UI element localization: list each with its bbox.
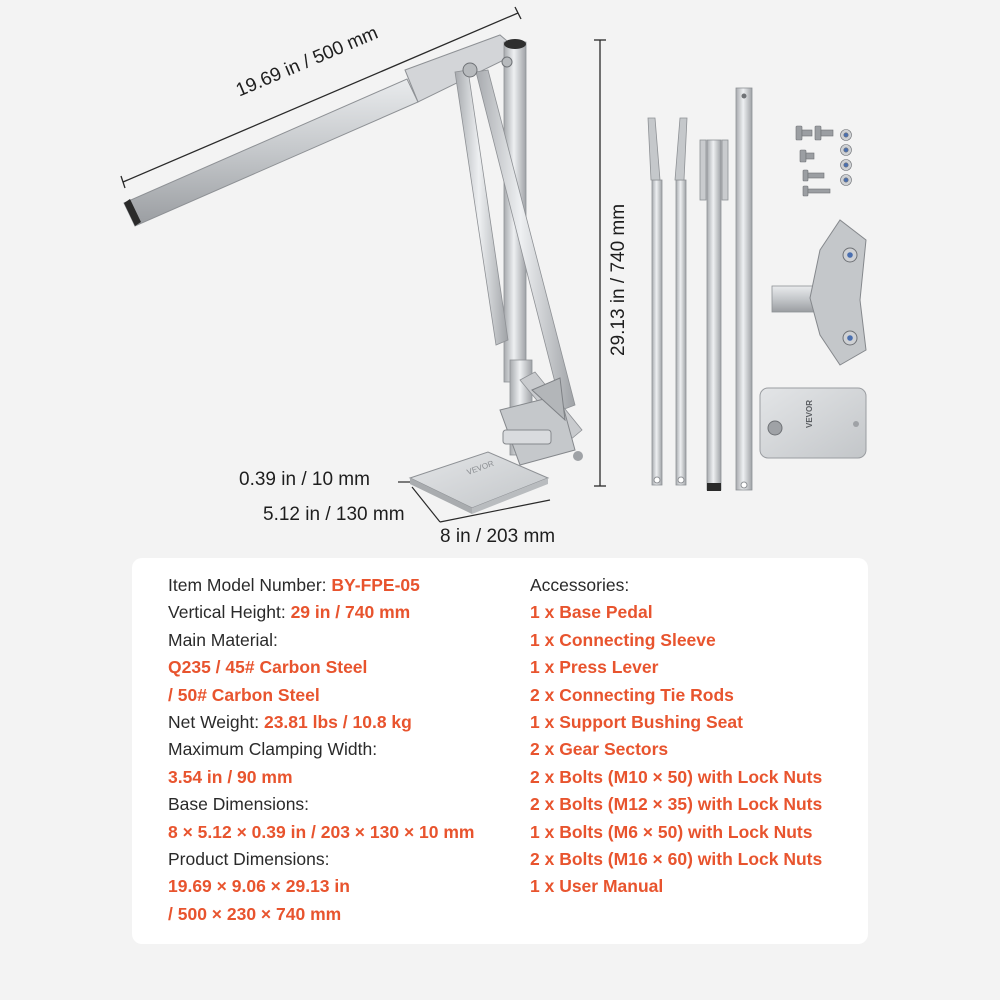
height-row [168, 599, 474, 626]
connecting-tie-rod-2 [675, 118, 687, 485]
clamp-label: Maximum Clamping Width: [168, 739, 378, 760]
accessory-item: 1 x Bolts (M6 × 50) with Lock Nuts [530, 821, 813, 842]
base-pedal-part [760, 388, 866, 458]
accessory-item: 1 x Base Pedal [530, 602, 653, 623]
accessories-title: Accessories: [530, 575, 630, 595]
model-label: Item Model Number: [168, 575, 332, 595]
base-logo: VEVOR [465, 458, 496, 477]
product-dimensions-value-2: / 500 × 230 × 740 mm [168, 903, 342, 924]
height-dimension-line [594, 40, 606, 486]
connecting-sleeve-part [736, 88, 752, 490]
model-row [168, 572, 474, 599]
arm-length-label: 19.69 in / 500 mm [233, 22, 382, 102]
press-lever-part [700, 140, 728, 491]
height-label: 29.13 in / 740 mm [608, 203, 629, 356]
accessory-item: 1 x Press Lever [530, 657, 659, 678]
accessory-item: 2 x Bolts (M10 × 50) with Lock Nuts [530, 766, 823, 787]
product-dimensions-value-1: 19.69 × 9.06 × 29.13 in [168, 876, 350, 897]
connecting-tie-rod-1 [648, 118, 662, 485]
material-label: Main Material: [168, 629, 278, 650]
height-spec-label: Vertical Height: [168, 602, 291, 623]
accessory-item: 1 x Support Bushing Seat [530, 711, 743, 732]
accessories-column [530, 572, 822, 901]
pedal-logo: VEVOR [805, 399, 814, 428]
accessory-item: 2 x Bolts (M12 × 35) with Lock Nuts [530, 794, 823, 815]
model-value: BY-FPE-05 [331, 575, 420, 595]
material-value-1: Q235 / 45# Carbon Steel [168, 657, 368, 678]
specifications-card [132, 558, 868, 944]
accessory-item: 1 x User Manual [530, 876, 664, 897]
accessory-item: 1 x Connecting Sleeve [530, 629, 716, 650]
base-depth-label: 5.12 in / 130 mm [263, 504, 405, 525]
accessory-item: 2 x Bolts (M16 × 60) with Lock Nuts [530, 848, 823, 869]
material-value-2: / 50# Carbon Steel [168, 684, 320, 705]
weight-value: 23.81 lbs / 10.8 kg [263, 711, 412, 732]
accessory-item: 2 x Connecting Tie Rods [530, 684, 734, 705]
base-width-label: 8 in / 203 mm [440, 526, 556, 547]
bolts-and-nuts [796, 126, 852, 196]
accessory-item: 2 x Gear Sectors [530, 739, 669, 760]
specs-column [168, 572, 474, 928]
weight-label: Net Weight: [168, 711, 264, 732]
support-bushing-seat [772, 220, 866, 365]
height-spec-value: 29 in / 740 mm [290, 602, 411, 623]
product-dimensions-label: Product Dimensions: [168, 848, 330, 869]
base-dimensions-label: Base Dimensions: [168, 794, 310, 815]
base-dimensions-value: 8 × 5.12 × 0.39 in / 203 × 130 × 10 mm [168, 821, 475, 842]
base-thickness-label: 0.39 in / 10 mm [239, 469, 370, 490]
weight-row [168, 709, 474, 736]
clamp-value: 3.54 in / 90 mm [168, 766, 293, 787]
